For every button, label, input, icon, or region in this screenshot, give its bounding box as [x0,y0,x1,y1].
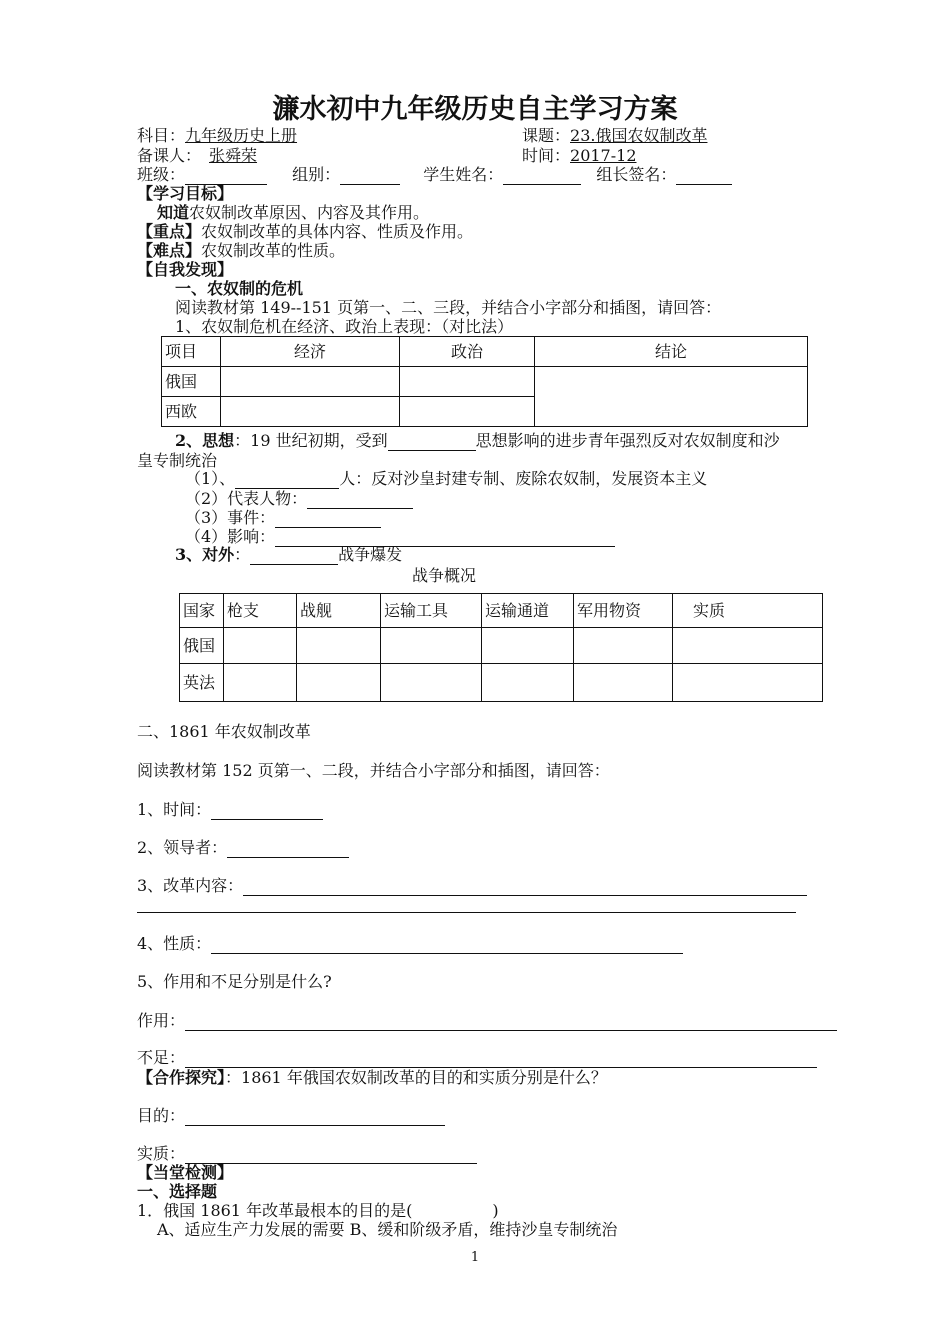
test-q1-options: A、适应生产力发展的需要 B、缓和阶级矛盾，维持沙皇专制统治 [157,1220,618,1239]
table1-header-politics: 政治 [400,337,535,367]
discovery-heading: 【自我发现】 [137,260,234,279]
preparer-label: 备课人： [137,146,202,165]
table2-row-britain-france: 英法 [180,664,224,702]
table1-row-russia: 俄国 [162,367,221,397]
goal-diff-bold: 【难点】 [137,241,202,260]
table2-header-country: 国家 [180,594,224,628]
table2-cell[interactable] [482,628,574,664]
cooperate-purpose [137,1106,445,1126]
q2-item4-text: （4）影响： [185,527,276,546]
table2-cell[interactable] [297,628,381,664]
goal-key-text: 农奴制改革的具体内容、性质及作用。 [201,222,474,241]
time-line [522,146,637,166]
preparer-line [137,146,265,166]
q3-colon: ： [234,545,251,564]
q2-blank[interactable] [388,434,476,451]
q2-item1-b: 人：反对沙皇封建专制、废除农奴制，发展资本主义 [339,469,708,488]
student-name-field[interactable] [503,168,581,185]
s2-q2-blank[interactable] [227,841,349,858]
cooperate-text: ：1861 年俄国农奴制改革的目的和实质分别是什么？ [225,1068,607,1087]
s2-q1 [137,800,323,820]
topic-value: 23.俄国农奴制改革 [570,126,708,145]
q2-item3-blank[interactable] [275,511,381,528]
goals-heading: 【学习目标】 [137,184,234,203]
s2-effect-text: 作用： [137,1011,186,1030]
table2-caption: 战争概况 [412,566,477,585]
table1-conclusion-cell[interactable] [535,367,808,427]
s2-q3-extra-line[interactable] [137,912,796,913]
goal-diff-text: 农奴制改革的性质。 [201,241,346,260]
s2-q1-blank[interactable] [211,803,323,820]
war-table [179,593,823,702]
table1-cell[interactable] [221,397,400,427]
leader-label: 组长签名： [596,165,677,184]
s2-q3-text: 3、改革内容： [137,876,244,895]
class-line [137,165,732,185]
table2-cell[interactable] [224,628,297,664]
table2-cell[interactable] [574,664,673,702]
table2-cell[interactable] [381,628,482,664]
table2-header-transport-routes: 运输通道 [482,594,574,628]
s2-q2-text: 2、领导者： [137,838,228,857]
question1: 1、农奴制危机在经济、政治上表现：（对比法） [175,317,514,336]
page-number: 1 [470,1250,480,1265]
goal-difficulty [137,241,345,261]
group-field[interactable] [340,168,400,185]
s2-q2 [137,838,349,858]
q3-text: 战争爆发 [338,545,403,564]
table1-cell[interactable] [400,367,535,397]
essence-label: 实质： [137,1144,186,1163]
s2-q5: 5、作用和不足分别是什么? [137,972,332,991]
q2-item3-text: （3）事件： [185,508,276,527]
q2-item4 [185,527,615,547]
q2-item1-blank[interactable] [235,472,339,489]
table2-cell[interactable] [297,664,381,702]
table1-header-conclusion: 结论 [535,337,808,367]
topic-label: 课题： [522,126,571,145]
goal-key-bold: 【重点】 [137,222,202,241]
table2-header-supplies: 军用物资 [574,594,673,628]
q2-bold: 2、思想 [175,431,235,450]
leader-signature-field[interactable] [676,168,732,185]
q3-blank[interactable] [250,548,338,565]
table2-cell[interactable] [224,664,297,702]
s2-shortfall-text: 不足： [137,1048,186,1067]
purpose-blank[interactable] [185,1109,445,1126]
group-label: 组别： [292,165,341,184]
section1-read: 阅读教材第 149--151 页第一、二、三段，并结合小字部分和插图，请回答： [175,298,722,317]
time-label: 时间： [522,146,571,165]
table2-cell[interactable] [673,664,823,702]
s2-q4-blank[interactable] [211,937,683,954]
goal-know [157,203,429,223]
section1-title: 一、农奴制的危机 [175,279,304,298]
table2-cell[interactable] [482,664,574,702]
q2-item2 [185,489,413,509]
test-section1: 一、选择题 [137,1182,218,1201]
cooperate-line [137,1068,607,1088]
table2-cell[interactable] [673,628,823,664]
class-field[interactable] [185,168,267,185]
question2 [175,431,780,451]
table2-header-guns: 枪支 [224,594,297,628]
q2-text-c: 皇专制统治 [137,451,218,470]
table2-row-russia: 俄国 [180,628,224,664]
cooperate-essence [137,1144,477,1164]
q2-item3 [185,508,381,528]
s2-effect-blank[interactable] [185,1014,837,1031]
table2-cell[interactable] [574,628,673,664]
section2-title: 二、1861 年农奴制改革 [137,722,311,741]
class-label: 班级： [137,165,186,184]
goal-know-bold: 知道 [157,203,190,222]
q2-text-b: 思想影响的进步青年强烈反对农奴制度和沙 [475,431,780,450]
q2-item1-a: （1）、 [185,469,236,488]
topic-line [522,126,707,146]
subject-label: 科目： [137,126,186,145]
s2-q3-blank[interactable] [243,879,807,896]
table2-header-transport-tools: 运输工具 [381,594,482,628]
preparer-value: 张舜荣 [209,146,258,165]
table1-row-western-europe: 西欧 [162,397,221,427]
table2-header-warships: 战舰 [297,594,381,628]
s2-shortfall-blank[interactable] [185,1051,817,1068]
crisis-table [161,336,808,427]
q2-item2-blank[interactable] [307,492,413,509]
subject-line [137,126,297,146]
subject-value: 九年级历史上册 [185,126,298,145]
q3-bold: 3、对外 [175,545,235,564]
table2-cell[interactable] [381,664,482,702]
section2-read: 阅读教材第 152 页第一、二段，并结合小字部分和插图，请回答： [137,761,610,780]
q2-item1 [185,469,707,489]
table1-cell[interactable] [400,397,535,427]
time-value: 2017-12 [570,146,637,165]
goal-know-text: 农奴制改革原因、内容及其作用。 [189,203,430,222]
q2-text-a: ：19 世纪初期，受到 [234,431,388,450]
purpose-label: 目的： [137,1106,186,1125]
s2-q3 [137,876,807,896]
s2-effect [137,1011,837,1031]
test-heading: 【当堂检测】 [137,1163,234,1182]
q2-item2-text: （2）代表人物： [185,489,308,508]
s2-q4-text: 4、性质： [137,934,212,953]
essence-blank[interactable] [185,1147,477,1164]
s2-shortfall [137,1048,817,1068]
goal-key [137,222,473,242]
table2-header-essence: 实质 [673,594,823,628]
page-title: 濂水初中九年级历史自主学习方案 [272,94,678,125]
test-q1: 1．俄国 1861 年改革最根本的目的是( ) [137,1201,499,1220]
table1-cell[interactable] [221,367,400,397]
s2-q4 [137,934,683,954]
s2-q1-text: 1、时间： [137,800,212,819]
table1-header-item: 项目 [162,337,221,367]
table1-header-economy: 经济 [221,337,400,367]
question3 [175,545,402,565]
student-label: 学生姓名： [423,165,504,184]
cooperate-heading: 【合作探究】 [137,1068,226,1087]
